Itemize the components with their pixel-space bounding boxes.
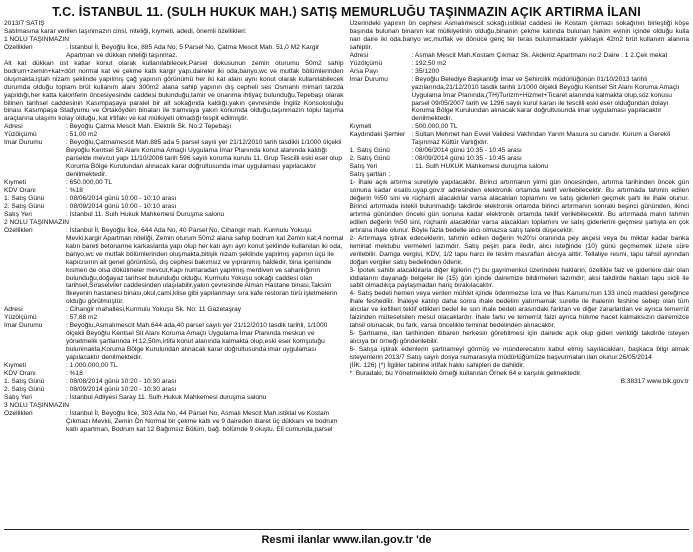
field-row [4,187,344,195]
footer-note: Resmi ilanlar www.ilan.gov.tr 'de [261,534,432,546]
left-column [4,20,344,528]
field-row [4,179,344,187]
field-row [4,386,344,394]
field-row [4,227,344,307]
field-value: : 08/06/2014 günü 10:00 - 10:10 arası [66,194,177,202]
paragraph: 5- Şartname, ilan tarihinden itibaren herkesin görebilmesi için dairede açık olup gideri verildiği takdirde isteyen alıcıya bir örneği gönderilebilir. [349,330,689,346]
field-label: Satış Yeri [349,163,378,171]
field-row [350,60,690,68]
field-label: KDV Oranı [4,187,36,195]
announcement-body [4,20,689,528]
field-label: Özellikleri [4,409,33,417]
paragraph: 2- Artırmaya iştirak edeceklerin, tahmin edilen değerin %20'si oranında pey akçesi veya bu miktar kadar banka teminat mektubu vermeleri lazımdır. Satış peşin para iledir, alıcı isteğinde (10) günü geçmemek üzere süre verilebilir. Damga vergisi, KDV, 1/2 tapu harcı ile teslim masrafları alıcıya aittir. Tellaliye resmi, tapu tahsil ayrından doğan vergiler satış bedelinden ödenir. [349,234,689,266]
field-label: Satış Yeri [4,210,32,218]
field-label: 2. Satış Günü [4,385,45,393]
field-value: : %18 [66,369,83,377]
heading-line: Satılmasına karar verilen taşınmazın cinsi, niteliği, kıymeti, adedi, önemli özellikleri: [4,27,247,35]
field-row [350,68,690,76]
field-row [4,410,344,434]
field-label: Yüzölçümü [4,314,37,322]
footer-divider [4,529,689,530]
page-title: T.C. İSTANBUL 11. (SULH HUKUK MAH.) SATIŞ MEMURLUĞU TAŞINMAZIN AÇIK ARTIRMA İLANI [52,5,641,19]
field-row [350,76,690,124]
field-label: İmar Durumu [4,139,43,147]
field-row [4,378,344,386]
paragraph: 6- Satışa iştirak edenlerin şartnameyi görmüş ve münderecatını kabul etmiş sayılacakları, başkaca bilgi almak isteyenlerin 2013/7 Satış sayılı dosya numarasıyla müdürlüğümüze başvurmaları ilan olunur.26/05/2014 [349,346,689,362]
field-value: : 08/08/2014 günü 10:20 - 10:30 arası [66,377,177,385]
field-value: : Beyoğlu Belediye Başkanlığı İmar ve Şehircilik müdürlüğünün 01/10/2013 tarihli yazılarında,21/12/2010 tasdik tarihli 1/1000 ölçekli Beyoğlu Kentsel Sit Alanı Koruma Amaçlı Uygulama İmar Planında,(TH)Turizm+Hizmet+Ticaret alanında kalmakta olup,söz konusu parsel 09/05/2007 tarih ve 1296 sayılı kurul kararı ile tescilli eski eser olduğundan dolayı Koruma Bölge Kurulundan alınacak karar doğrultusunda imar uygulaması yapılacaktır denilmektedir. [411,75,680,123]
heading-line: 2013/7 SATIŞ [4,20,45,27]
paragraph: Üzerindeki yapının ön cephesi Asmalımescit sokağı,istiklal caddesi ile Kostam çıkmazı sokağının birleştiği köşe başında bulunan binanın kat mülkiyetinin olduğu,binanın çekme katında bulunan hakim evinin içinde olduğu kulla nan daire iki oda,banyo wc,mutfak ve dönüce genç ter teras bulunmaktadır yaklaşık 42m2 brüt kullanım alanına sahiptir. [349,20,689,51]
field-value: : 192,50 m2 [411,59,447,67]
field-value: : Beyoğlu Çatma Mescit Mah. Elektrik Sk. No:2 Tepebaşı [66,123,232,131]
field-value: : Sultan Mehmet han Evvel Validesi Vakfından Yarım Masura su canıdır. Kurum a Gerekli Taşınmaz Kültür Varlığıdır. [411,131,671,147]
field-row [350,147,690,155]
field-row [4,394,344,402]
field-value: : İstanbul İl, Beyoğlu İlce, 303 Ada No, 44 Parsel No, Asmalı Mescit Mah.istiklal ve Kostam Çıkmazı Mevkii, Zemin Ön Normal bir çekme katlı ve 9 daireden ibaret üç dükkanı ve bodrum katlı apartman, Bodrum kat 12 Bağımsız Bölüm, bağ. bölümde 9 oluştu. Eli cumunda,parsel [66,409,338,433]
paragraph: Alt kat dükkan üst katlar konut olarak kullanılabilecek,Parsel dokusunun zemin oturumu 50m2 sahip bodrum+zemin+kat+dört normal kat ve çekme katlı kargir yapı,daireler iki oda,banyo,wc ve mutfak bölümlerinden oluşmakta,iştah nizam şeklinde yapılmış çağ yapının görünümü her iki kat alanı aynı konut olarak kullanılabilecek durumda olduğu toplam brüt kullanım alanı 300m2 alana sahip yapının dış cepheli ses Osmanlı mimari tarzda yapıldığı,her katta kaloriferin öncesiyesinde caddesi bulunduğu,tamir ve onarıma ihtiyaç bulunduğu,Tepebaşı olarak bilinen tarihsel caddesinin Kasımpaşaya paralel bir alt sokağında kaldığı,yakın çevresinde İngiliz Konsolosluğu binası Kasımpaşa Stadyumu ve Ortaköyden binaları ile tramvaya yakın konumda olduğu,taşınmazın toplu taşıma araçlarına ulaşımı kolay olduğu, kat irtifakı ve kat mülkiyeti olmadığı tespit edilmiştir. [4,59,344,123]
field-value: : 08/09/2014 günü 10:20 - 10:30 arası [66,385,177,393]
field-value: : 650.000,00 TL [66,179,113,187]
field-label: 2. Satış Günü [4,202,45,210]
heading-line: (İİK. 126) (*) İlgililer tabirine irtifak hakkı sahipleri de dahildir. [349,361,525,369]
field-row [4,203,344,211]
field-label: Kıymeti [349,123,372,131]
field-row [4,362,344,370]
paragraph: 1- İhale açık artırma suretiyle yapılacaktır. Birinci artırmanın yirmi gün öncesinden, artırma tarihinden öncek gün sonuna kadar esatis.uyap.gov.tr adresinden elektronik ortamda teklif verilebilecektir. Bu artırmada tahmin edilen değerin %50 sini ve rüçhanlı alacaklılar varsa alacakları toplamını ve satış giderleri geçmek şartı ile ihale olunur. Birinci artırmada istekli bulunmadığı takdirde elektronik ortamda birinci artırmanın sonraki beşinci gününden, ikinci artırma gününden önceki gün sonuna kadar elektronik ortamda teklif verilebilecektir. Bu artırmada malın tahmin edilen değerin %50 sini, rüçhanlı alacaklılar varsa alacakları toplamını ve satış giderlerini geçmesi şartıyla en çok artırana ihale olunur. Böyle fazla bedelle alıcı olmazsa satış talebi düşecektir. [349,179,689,234]
field-value: : Cihangir mahallesi,Kurmulu Yokuşu Sk. No: 11 Gazetaşray [66,306,242,314]
field-value: : 57,88 m2 [66,314,98,322]
field-label: İmar Durumu [349,75,388,83]
field-label: 1. Satış Günü [349,147,390,155]
field-label: Adresi [4,306,23,314]
field-value: : 35/1200 [411,67,439,75]
field-value: : 08/06/2014 günü 10:35 - 10:45 arası [411,147,522,155]
field-label: 1. Satış Günü [4,377,45,385]
field-value: : Beyoğlu,Çatmamescit Mah.885 ada 5 parsel sayılı yer 21/12/2010 tarih tasdikli 1/1000 ölçekli Beyoğlu Kentsel Sit Alanı Koruma Amaçlı Uygulama İmar Planında konut alanında kaldığı parselde mevcut yapı 11/10/2006 tarih 596 sayılı koruma kurulu 11. Grup Tescilli eski eser olup Koruma Bölge Kurulundan alınacak karar doğrultusunda imar uygulaması yapılacaktır denilmektedir. [66,139,342,179]
field-row [4,306,344,314]
field-label: KDV Oranı [4,369,36,377]
field-value: : 08/09/2014 günü 10:00 - 10:10 arası [66,202,177,210]
field-row [4,314,344,322]
field-row [4,131,344,139]
field-value: : Asmalı Mescit Mah.Kostam Çıkmaz Sk. Akdeniz Apartmanı no:2 Daire : 1 2.Çek mekat [411,51,668,59]
field-value: : Beyoğlu,Asmalımescit Mah.644 ada,40 parsel sayılı yer 21/12/2010 tasdik tarihli, 1/1000 ölçekli Beyoğlu Kentsel Sit Alanı Koruma Amaçlı Uygulama İmar Planında meskun ve yönetmelik şartlarında H:12,50m,irtifa konut alanında kalmakta olup,eski eser komşuluğu bulunmakta,Koruma Bölge Kurulundan alınacak karar doğrultusunda imar uygulaması yapılacaktır denilmektedir. [66,322,328,362]
heading-line: 2 NOLU TAŞINMAZIN [4,218,69,226]
right-column [350,20,690,528]
field-value: : 500.000,00 TL [411,123,458,131]
field-row [4,139,344,179]
field-row [4,195,344,203]
field-value: : %18 [66,187,83,195]
field-label: Adresi [4,123,23,131]
heading-line: Satış şartları : [349,171,391,179]
heading-line: 3 NOLU TAŞINMAZIN [4,401,69,409]
paragraph: 3- İpotek sahibi alacaklılarla diğer ilgilerin (*) bu gayrimenkul üzerindeki hakların, özellikle faiz ve giderlere dair olan iddialarını dayanağı belgeler ile (15) gün içinde dairemize bildirmeleri lazımdır; aksi takdirde hakları tapu sicili ile sabit olmadıkça paylaşmadan hariç bırakılacaktır. [349,266,689,290]
field-row [4,211,344,219]
field-row [350,123,690,131]
field-label: Adresi [349,51,369,59]
field-value: : İstanbul 11. Sulh Hukuk Mahkemesi Duruşma salonu [66,210,225,218]
field-value: : 51,00 m2 [66,131,98,139]
field-row [4,44,344,60]
field-label: 1. Satış Günü [4,194,45,202]
field-row [350,163,690,171]
field-label: İmar Durumu [4,322,43,330]
field-value: : İstanbul İl, Beyoğlu İlce, 644 Ada No, 40 Parsel No, Cihangir mah. Kurmulu Yokuşu Mevki,kargir Apartman niteliği, Zemin oturum 50m2 alana sahip bodrum kat Zemin kat,4 normal katın bareti betonarme karkaslarda yapı olup her katı ayrı ayrı konut şeklinde kullanılan iki oda, banyo,wc ve mutfak bölümlerinden oluşmakta,bitişik nizam şeklinde yapılmış yapının üçü ile kapıcısının ait genel görüntüsü, dış cephesi bakımsız ve yıpranmış haldedir, bina içerisinde kısmen de olsa dökülmeler mevcut,Kapı numaradan yapılmış merdiven ve sahanlığının bulunduğu,doğayaz tarihsel bulunduğu olduğu, Kurmulu Yokuşu sokağı caddesi olan tarihsel,Sıraselviler caddesinden ulaşılabilir,yakın çevresinde Alman Hastane binası,Taksim İlkeyenin hastanesi binası,okul,cami,klise gibi yapılanmayı sıra kafe restoran türü işletmelerin olduğu görülmüştür. [66,226,344,306]
field-value: : 08/09/2014 günü 10:35 - 10:45 arası [411,155,522,163]
heading-line: *: Buradaki, bu Yönetmelikteki örneği kullanılan Örnek 64 e karşılık gelmektedir. [349,369,582,377]
field-label: Kaydındaki Şerhler [349,131,406,139]
paragraph: 4- Satış bedeli hemen veya verilen mühlet içinde ödenmezse İcra ve İflas Kanunu'nun 133 üncü maddesi gereğince ihale feshedilir. İhaleye katılıp daha sonra ihale bedelini yatırmamak suretle ile ihalenin feshine sebep olan tüm alıcılar ve kefilleri teklif ettikleri bedel ile son ihale bedeli arasındaki farktan ve diğer zararlardan ve ayrıca temerrüt faizinden müteselsilen mesul olacaklardır. İhale farkı ve temerrüt faizi ayrıca hükme hacet kalmaksızın dairemizce tahsil olunacak, bu fark, varsa öncelikle teminat bedelinden alınacaktır. [349,290,689,330]
field-label: 2. Satış Günü [349,155,390,163]
field-value: : İstanbul İl, Beyoğlu İlce, 885 Ada No, 5 Parsel No, Çatma Mescit Mah. 51,0 M2 Kargir Apartman ve dükkan niteliği taşınmaz. [66,43,320,59]
field-row [4,322,344,362]
field-row [350,52,690,60]
field-value: : 11. Sulh HUKUK Mahkemesi duruşma salonu [411,163,549,171]
field-label: Kıymeti [4,179,26,187]
field-label: Satış Yeri [4,393,32,401]
publisher-ref: B:38317 www.bik.gov.tr [620,377,689,385]
field-row [350,131,690,147]
heading-line: 1 NOLU TAŞINMAZIN [4,35,69,43]
field-label: Kıymeti [4,361,26,369]
field-label: Arsa Payı [349,67,379,75]
field-value: : İstanbul Adliyesi Saray 11. Sulh Hukuk Mahkemesi duruşma salonu [66,393,267,401]
field-value: : 1.000.000,00 TL [66,361,118,369]
field-row [4,370,344,378]
field-label: Özellikleri [4,226,33,234]
field-row [350,155,690,163]
field-label: Yüzölçümü [349,59,383,67]
field-row [4,123,344,131]
field-label: Yüzölçümü [4,131,37,139]
field-label: Özellikleri [4,43,33,51]
